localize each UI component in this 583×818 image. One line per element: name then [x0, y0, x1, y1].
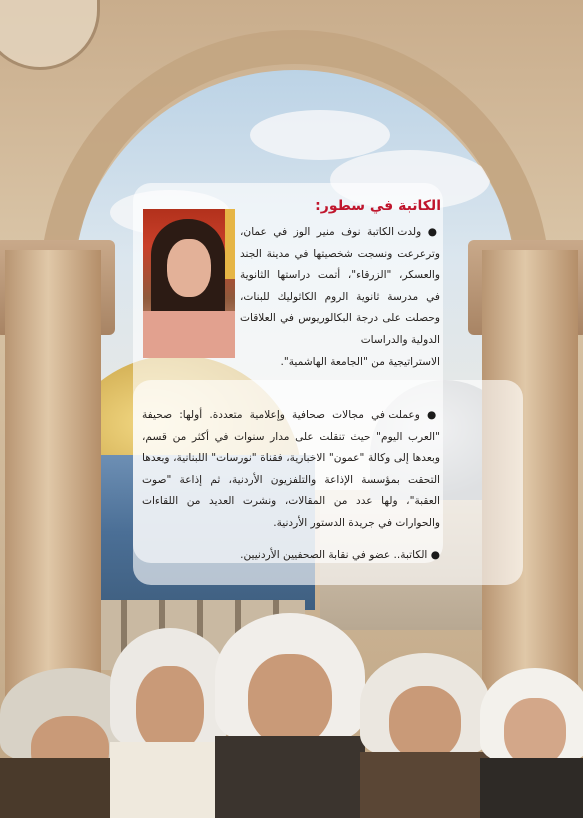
portrait-2 — [110, 628, 230, 818]
bio-paragraph-2 — [142, 405, 440, 534]
portrait-5 — [480, 668, 583, 818]
bio-paragraph-1-text: ولدت الكاتبة نوف منير الوز في عمان، وترعرعت ونسجت شخصيتها في مدينة الجند والعسكر، "الزرقاء"، أتمت دراستها الثانوية في مدرسة ثانوية الروم الكاثوليك للبنات، وحصلت على درجة البكالوريوس في العلاقات الدولية والدراسات — [240, 226, 440, 346]
author-photo — [143, 209, 235, 358]
bullet-icon: ● — [430, 549, 440, 561]
bio-paragraph-3-text: الكاتبة.. عضو في نقابة الصحفيين الأردنيين. — [240, 549, 428, 561]
bio-paragraph-2-text: وعملت في مجالات صحافية وإعلامية متعددة. أولها: صحيفة "العرب اليوم" حيث تنقلت على مدار سنوات في أكثر من قسم، وبعدها إلى وكالة "عمون" الاخبارية، فقناة "نورسات" اللبنانية، وبعدها التحقت بمؤسسة الإذاعة والتلفزيون الأردنية، ثم إذاعة "صوت العقبة"، ولها عدد من المقالات، ونشرت العديد من اللقاءات والحوارات في جريدة الدستور الأردنية. — [142, 409, 440, 529]
bio-paragraph-3 — [142, 545, 440, 567]
bio-paragraph-1 — [240, 222, 440, 351]
portrait-3 — [215, 613, 365, 818]
portrait-4 — [360, 653, 490, 818]
section-title: الكاتبة في سطور: — [315, 198, 441, 214]
bullet-icon: ● — [427, 226, 441, 238]
bullet-icon: ● — [426, 409, 441, 421]
kings-portraits — [0, 610, 583, 818]
bio-paragraph-1-continued: الاستراتيجية من "الجامعة الهاشمية". — [280, 356, 440, 368]
